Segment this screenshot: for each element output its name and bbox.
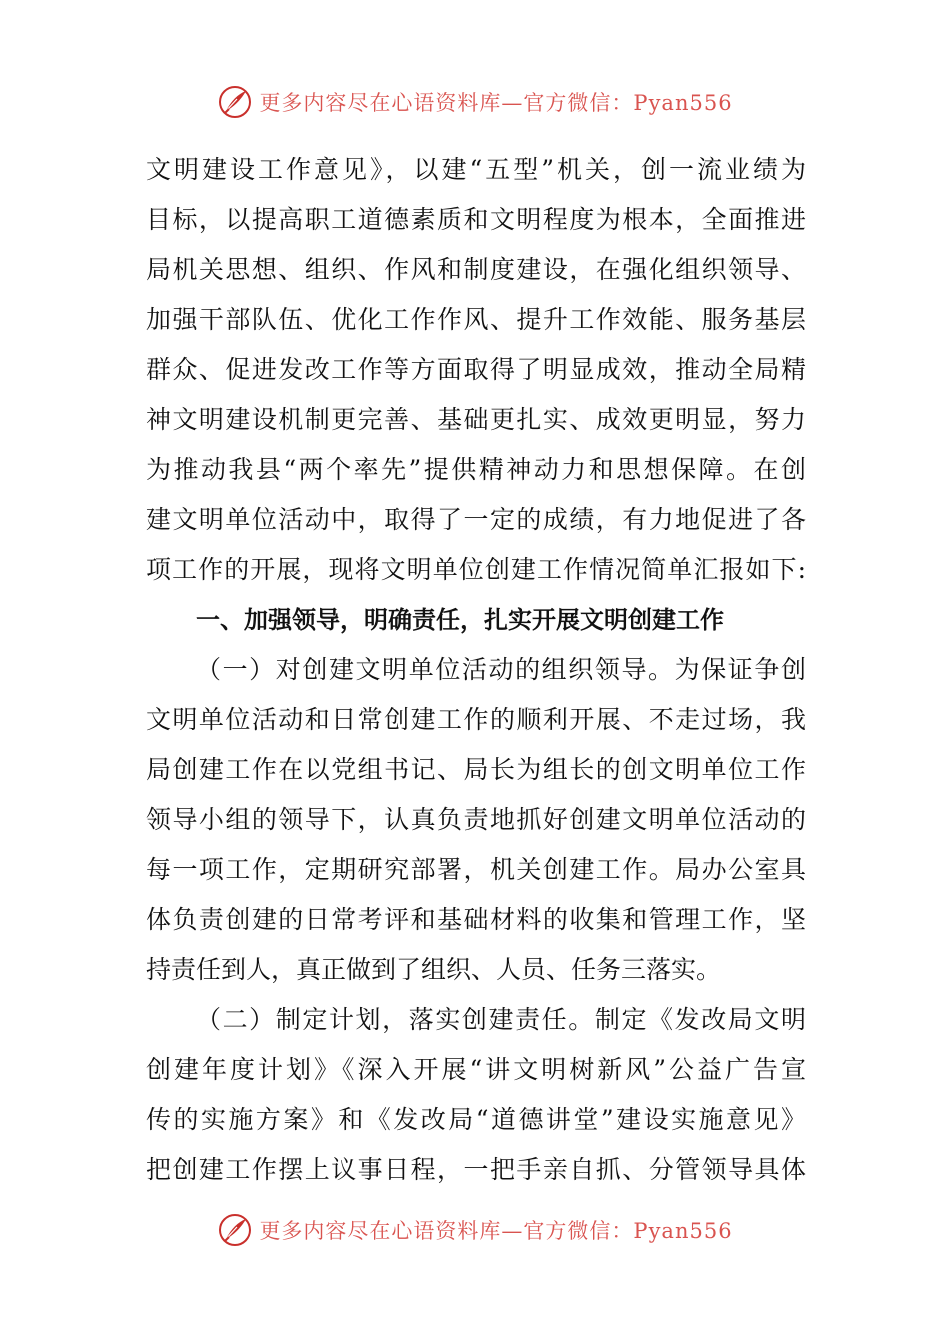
document-body xyxy=(146,145,806,1195)
text-line: 局机关思想、组织、作风和制度建设，在强化组织领导、 xyxy=(146,255,806,284)
text-line: 群众、促进发改工作等方面取得了明显成效，推动全局精 xyxy=(146,355,806,384)
paragraph xyxy=(146,645,806,995)
watermark-text: 更多内容尽在心语资料库—官方微信：Pyan556 xyxy=(259,1219,733,1243)
text-line: 加强干部队伍、优化工作作风、提升工作效能、服务基层 xyxy=(146,305,806,334)
text-line: 每一项工作，定期研究部署，机关创建工作。局办公室具 xyxy=(146,855,806,884)
text-line: 持责任到人，真正做到了组织、人员、任务三落实。 xyxy=(146,955,722,984)
feather-pen-logo-icon xyxy=(217,1212,253,1248)
text-line: 神文明建设机制更完善、基础更扎实、成效更明显，努力 xyxy=(146,405,806,434)
text-line: 把创建工作摆上议事日程，一把手亲自抓、分管领导具体 xyxy=(146,1155,806,1184)
text-line: 局创建工作在以党组书记、局长为组长的创文明单位工作 xyxy=(146,755,806,784)
section-heading: 一、加强领导，明确责任，扎实开展文明创建工作 xyxy=(196,606,724,634)
paragraph xyxy=(146,995,806,1195)
feather-pen-logo-icon xyxy=(217,84,253,120)
text-line: 文明建设工作意见》，以建“五型”机关，创一流业绩为 xyxy=(146,155,806,184)
watermark-header xyxy=(0,82,950,122)
paragraph xyxy=(146,145,806,595)
watermark-text: 更多内容尽在心语资料库—官方微信：Pyan556 xyxy=(259,91,733,115)
text-line: 传的实施方案》和《发改局“道德讲堂”建设实施意见》 xyxy=(146,1105,806,1134)
text-line: 文明单位活动和日常创建工作的顺利开展、不走过场，我 xyxy=(146,705,806,734)
watermark-footer xyxy=(0,1210,950,1250)
text-line: 为推动我县“两个率先”提供精神动力和思想保障。在创 xyxy=(146,455,806,484)
text-line: （一）对创建文明单位活动的组织领导。为保证争创 xyxy=(196,655,806,684)
text-line: 创建年度计划》《深入开展“讲文明树新风”公益广告宣 xyxy=(146,1055,806,1084)
text-line: 项工作的开展，现将文明单位创建工作情况简单汇报如下: xyxy=(146,555,806,584)
text-line: 目标，以提高职工道德素质和文明程度为根本，全面推进 xyxy=(146,205,806,234)
text-line: 体负责创建的日常考评和基础材料的收集和管理工作，坚 xyxy=(146,905,806,934)
text-line: 建文明单位活动中，取得了一定的成绩，有力地促进了各 xyxy=(146,505,806,534)
text-line: （二）制定计划，落实创建责任。制定《发改局文明 xyxy=(196,1005,806,1034)
text-line: 领导小组的领导下，认真负责地抓好创建文明单位活动的 xyxy=(146,805,806,834)
